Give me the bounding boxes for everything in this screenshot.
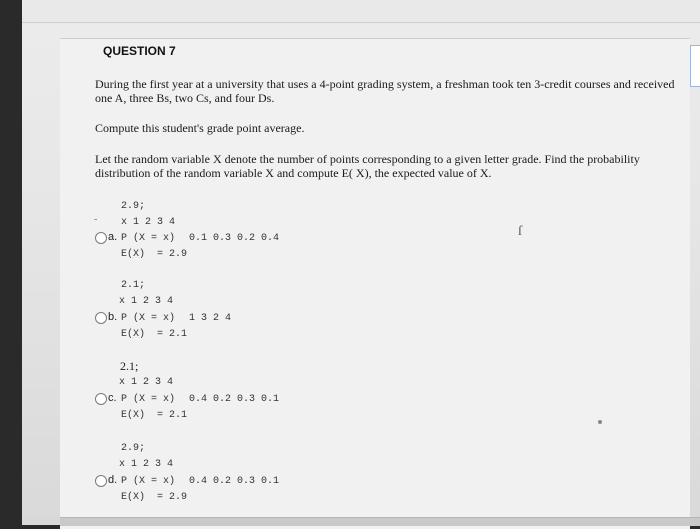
option-d-gpa: 2.9; [121,443,146,454]
option-c-expected: E(X) = 2.1 [121,410,188,421]
option-a-x-row: x 1 2 3 4 [121,217,176,228]
option-b-x-row: x 1 2 3 4 [119,296,174,307]
top-strip [22,0,700,23]
option-b-p-row: 1 3 2 4 [189,313,232,324]
option-c-p-prefix: P (X = x) [121,394,176,405]
option-d-radio[interactable] [95,475,107,487]
question-prompt: Compute this student's grade point average. [95,121,305,135]
option-a-expected: E(X) = 2.9 [121,249,188,260]
scroll-panel-edge [690,45,700,87]
option-c-x-row: x 1 2 3 4 [119,377,174,388]
option-b-p-prefix: P (X = x) [121,313,176,324]
dot-mark [598,420,602,424]
option-c-gpa: 2.1; [120,359,139,373]
dash-mark: - [94,214,98,225]
option-d-p-row: 0.4 0.2 0.3 0.1 [189,476,280,487]
option-a-p-row: 0.1 0.3 0.2 0.4 [189,233,280,244]
question-title: QUESTION 7 [103,44,176,58]
option-d-expected: E(X) = 2.9 [121,492,188,503]
option-a-radio[interactable] [95,232,107,244]
option-a-letter[interactable]: a. [108,231,118,243]
option-b-gpa: 2.1; [121,280,146,291]
option-d-p-prefix: P (X = x) [121,476,176,487]
cursor-icon: ſ [518,224,522,239]
option-b-letter[interactable]: b. [108,311,118,323]
question-text: During the first year at a university that uses a 4-point grading system, a freshman took ten 3-credit courses and received one A, three Bs, two Cs, and four Ds. [95,77,675,105]
option-c-letter[interactable]: c. [108,392,117,404]
option-a-p-prefix: P (X = x) [121,233,176,244]
option-a-gpa: 2.9; [121,201,146,212]
question-card [60,38,690,529]
option-d-x-row: x 1 2 3 4 [119,459,174,470]
option-b-radio[interactable] [95,312,107,324]
question-instruction: Let the random variable X denote the number of points corresponding to a given letter grade. Find the probability distribution of the random variable X and compute E( X), the expected value of X. [95,152,640,180]
option-c-p-row: 0.4 0.2 0.3 0.1 [189,394,280,405]
option-d-letter[interactable]: d. [108,474,118,486]
option-b-expected: E(X) = 2.1 [121,329,188,340]
option-c-radio[interactable] [95,393,107,405]
